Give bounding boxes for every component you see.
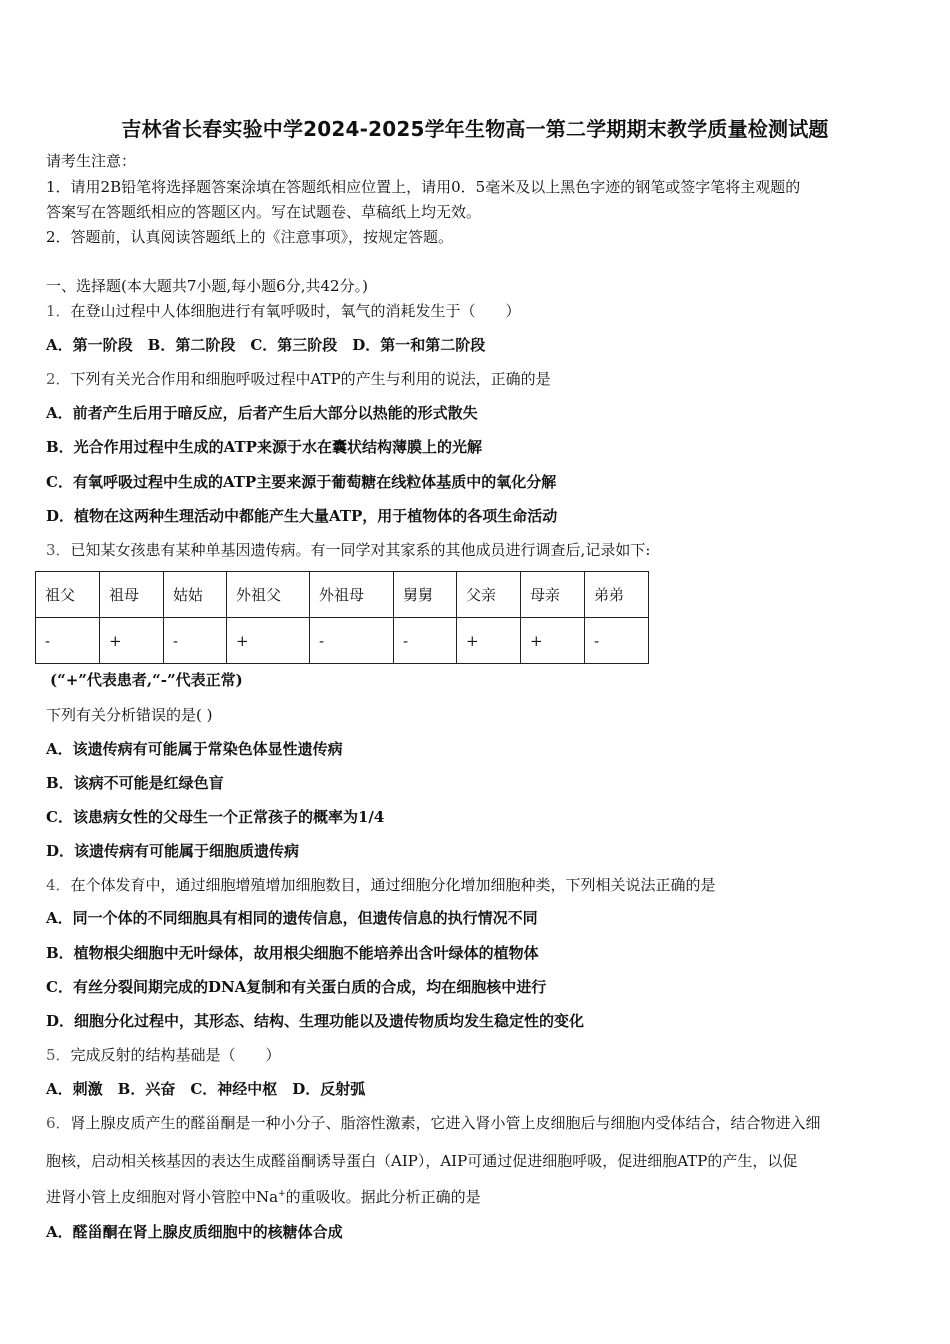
question-6-stem-cont: 胞核，启动相关核基因的表达生成醛甾酮诱导蛋白（AIP），AIP可通过促进细胞呼吸，促进细胞ATP的产生，以促 — [46, 1152, 798, 1170]
question-3-prompt: 下列有关分析错误的是( ) — [46, 706, 213, 724]
table-header-cell: 母亲 — [521, 572, 585, 618]
table-row — [36, 618, 649, 664]
table-cell: + — [521, 618, 585, 664]
table-cell: - — [36, 618, 100, 664]
table-header-cell: 姑姑 — [164, 572, 227, 618]
question-text: 进肾小管上皮细胞对肾小管腔中Na — [46, 1188, 279, 1206]
question-3-stem — [46, 540, 650, 560]
question-2-option-c: C．有氧呼吸过程中生成的ATP主要来源于葡萄糖在线粒体基质中的氧化分解 — [46, 473, 557, 491]
notice-item-1: 1．请用2B铅笔将选择题答案涂填在答题纸相应位置上，请用0．5毫米及以上黑色字迹的钢笔或签字笔将主观题的 — [46, 178, 801, 196]
table-header-cell: 祖母 — [100, 572, 164, 618]
question-6-option-a: A．醛甾酮在肾上腺皮质细胞中的核糖体合成 — [46, 1223, 343, 1241]
question-2-option-b: B．光合作用过程中生成的ATP来源于水在囊状结构薄膜上的光解 — [46, 438, 482, 456]
table-header-row — [36, 572, 649, 618]
table-header-cell: 外祖父 — [227, 572, 310, 618]
question-6-stem-cont — [46, 1187, 481, 1207]
question-number: 3． — [46, 541, 71, 559]
question-2-option-a: A．前者产生后用于暗反应，后者产生后大部分以热能的形式散失 — [46, 404, 478, 422]
table-cell: + — [100, 618, 164, 664]
question-3-option-c: C．该患病女性的父母生一个正常孩子的概率为1/4 — [46, 808, 385, 826]
question-text: 下列有关光合作用和细胞呼吸过程中ATP的产生与利用的说法，正确的是 — [70, 370, 551, 388]
question-4-option-a: A．同一个体的不同细胞具有相同的遗传信息，但遗传信息的执行情况不同 — [46, 909, 538, 927]
question-text: 的重吸收。据此分析正确的是 — [285, 1188, 481, 1206]
question-3-option-b: B．该病不可能是红绿色盲 — [46, 774, 224, 792]
question-number: 2． — [46, 370, 71, 388]
question-1-options: A．第一阶段 B．第二阶段 C．第三阶段 D．第一和第二阶段 — [46, 336, 486, 354]
table-cell: - — [310, 618, 394, 664]
question-text: 在登山过程中人体细胞进行有氧呼吸时，氧气的消耗发生于（ ） — [70, 302, 521, 320]
question-4-option-d: D．细胞分化过程中，其形态、结构、生理功能以及遗传物质均发生稳定性的变化 — [46, 1012, 585, 1030]
question-3-option-a: A．该遗传病有可能属于常染色体显性遗传病 — [46, 740, 343, 758]
table-legend: (“+”代表患者,“-”代表正常) — [50, 671, 243, 689]
table-header-cell: 舅舅 — [394, 572, 457, 618]
question-3-option-d: D．该遗传病有可能属于细胞质遗传病 — [46, 842, 300, 860]
question-4-option-b: B．植物根尖细胞中无叶绿体，故用根尖细胞不能培养出含叶绿体的植物体 — [46, 944, 539, 962]
question-5-stem — [46, 1045, 281, 1065]
question-4-option-c: C．有丝分裂间期完成的DNA复制和有关蛋白质的合成，均在细胞核中进行 — [46, 978, 547, 996]
table-cell: + — [227, 618, 310, 664]
table-cell: + — [457, 618, 521, 664]
notice-heading: 请考生注意： — [46, 152, 137, 170]
table-cell: - — [394, 618, 457, 664]
question-1-stem — [46, 301, 521, 321]
question-number: 1． — [46, 302, 71, 320]
question-5-options: A．刺激 B．兴奋 C．神经中枢 D．反射弧 — [46, 1080, 366, 1098]
table-header-cell: 外祖母 — [310, 572, 394, 618]
question-4-stem — [46, 875, 716, 895]
superscript: + — [278, 1189, 286, 1199]
question-text: 已知某女孩患有某种单基因遗传病。有一同学对其家系的其他成员进行调查后,记录如下: — [70, 541, 651, 559]
family-survey-table — [35, 571, 649, 664]
table-cell: - — [585, 618, 649, 664]
question-number: 6． — [46, 1114, 71, 1132]
section-heading: 一、选择题(本大题共7小题,每小题6分,共42分。) — [46, 277, 368, 295]
question-2-option-d: D．植物在这两种生理活动中都能产生大量ATP，用于植物体的各项生命活动 — [46, 507, 558, 525]
question-text: 肾上腺皮质产生的醛甾酮是一种小分子、脂溶性激素，它进入肾小管上皮细胞后与细胞内受体结合，结合物进入细 — [70, 1114, 821, 1132]
table-header-cell: 弟弟 — [585, 572, 649, 618]
table-cell: - — [164, 618, 227, 664]
question-number: 4． — [46, 876, 71, 894]
question-6-stem — [46, 1113, 821, 1133]
page-title: 吉林省长春实验中学2024-2025学年生物高一第二学期期末教学质量检测试题 — [121, 117, 829, 141]
question-text: 在个体发育中，通过细胞增殖增加细胞数目，通过细胞分化增加细胞种类，下列相关说法正确的是 — [70, 876, 716, 894]
question-2-stem — [46, 369, 551, 389]
notice-item-2: 2．答题前，认真阅读答题纸上的《注意事项》，按规定答题。 — [46, 228, 454, 246]
question-number: 5． — [46, 1046, 71, 1064]
table-header-cell: 祖父 — [36, 572, 100, 618]
table-header-cell: 父亲 — [457, 572, 521, 618]
question-text: 完成反射的结构基础是（ ） — [70, 1046, 281, 1064]
notice-item-1-cont: 答案写在答题纸相应的答题区内。写在试题卷、草稿纸上均无效。 — [46, 203, 482, 221]
